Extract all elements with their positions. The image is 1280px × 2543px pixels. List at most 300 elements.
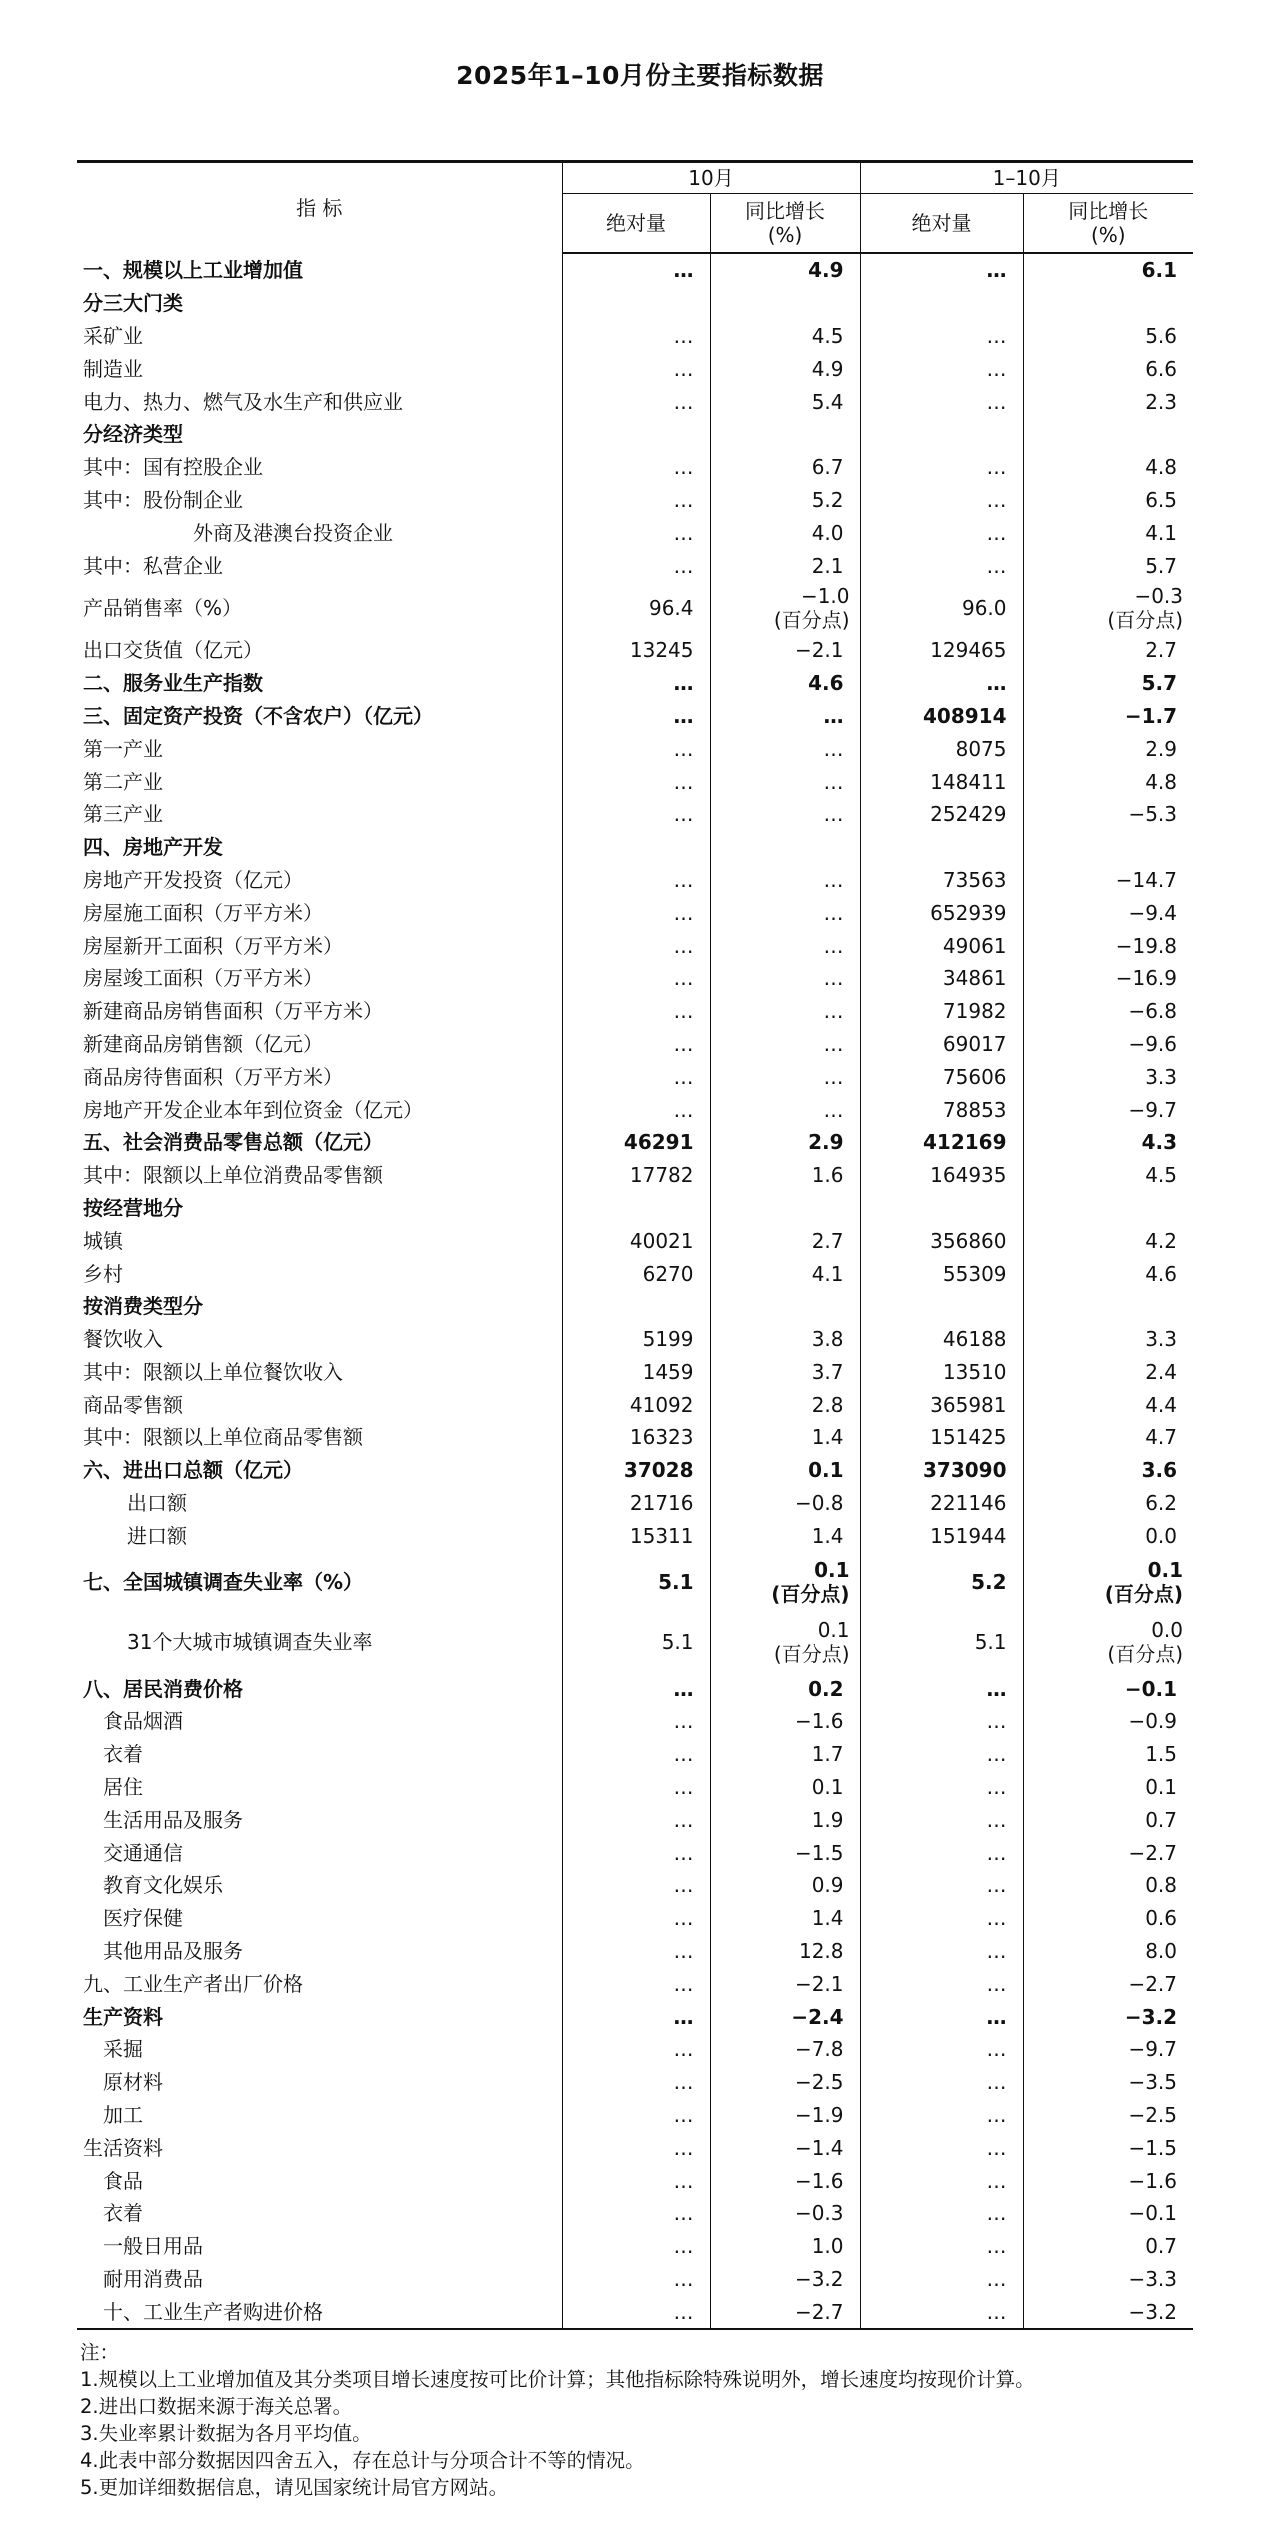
ytd-yoy-cell: −19.8 — [1023, 929, 1193, 962]
table-row — [77, 1093, 1193, 1126]
ytd-abs-cell: 69017 — [860, 1028, 1023, 1061]
row-label: 采掘 — [103, 2037, 143, 2062]
row-label: 房地产开发投资（亿元） — [83, 867, 303, 892]
row-label: 衣着 — [103, 2201, 143, 2226]
month-yoy-cell: … — [710, 1028, 860, 1061]
indicator-table — [77, 160, 1193, 2330]
ytd-abs-cell: … — [860, 516, 1023, 549]
month-yoy-cell: 2.9 — [710, 1126, 860, 1159]
table-row — [77, 385, 1193, 418]
header-yoy-unit: (%) — [1090, 223, 1126, 247]
month-abs-cell: … — [562, 1672, 710, 1705]
ytd-yoy-cell: 4.7 — [1023, 1421, 1193, 1454]
ytd-yoy-cell — [1023, 831, 1193, 864]
table-row — [77, 253, 1193, 287]
month-abs-cell: … — [562, 2033, 710, 2066]
ytd-abs-cell: 49061 — [860, 929, 1023, 962]
row-label: 31个大城市城镇调查失业率 — [127, 1630, 373, 1655]
month-yoy-cell: −1.5 — [710, 1836, 860, 1869]
table-row — [77, 1902, 1193, 1935]
header-yoy-label: 同比增长 — [745, 199, 825, 223]
table-row — [77, 2197, 1193, 2230]
ytd-yoy-cell: −1.6 — [1023, 2164, 1193, 2197]
month-yoy-cell: … — [710, 798, 860, 831]
month-abs-cell: … — [562, 2295, 710, 2329]
ytd-abs-cell: … — [860, 1771, 1023, 1804]
month-abs-cell: … — [562, 484, 710, 517]
ytd-yoy-cell: 2.9 — [1023, 732, 1193, 765]
table-row — [77, 1323, 1193, 1356]
ytd-yoy-cell: 4.2 — [1023, 1224, 1193, 1257]
month-yoy-cell: … — [710, 765, 860, 798]
table-row — [77, 1290, 1193, 1323]
ytd-abs-cell: 164935 — [860, 1159, 1023, 1192]
month-yoy-cell: 12.8 — [710, 1935, 860, 1968]
month-abs-cell: … — [562, 253, 710, 287]
row-label: 三、固定资产投资（不含农户）（亿元） — [83, 703, 433, 728]
month-abs-cell: … — [562, 667, 710, 700]
ytd-abs-cell: 252429 — [860, 798, 1023, 831]
month-yoy-cell: 6.7 — [710, 451, 860, 484]
month-yoy-cell: −0.8 — [710, 1487, 860, 1520]
ytd-yoy-cell: −3.2 — [1023, 2000, 1193, 2033]
ytd-abs-cell: … — [860, 1902, 1023, 1935]
month-abs-cell: … — [562, 1869, 710, 1902]
month-yoy-cell: … — [710, 864, 860, 897]
ytd-yoy-cell: 0.7 — [1023, 2230, 1193, 2263]
row-label: 其他用品及服务 — [103, 1939, 243, 1964]
ytd-yoy-cell: −9.7 — [1023, 2033, 1193, 2066]
ytd-abs-cell: 71982 — [860, 995, 1023, 1028]
value-unit: (百分点) — [773, 1642, 850, 1667]
month-yoy-cell: −7.8 — [710, 2033, 860, 2066]
table-row — [77, 1967, 1193, 2000]
ytd-abs-cell — [860, 287, 1023, 320]
ytd-yoy-cell: 0.1 — [1023, 1771, 1193, 1804]
month-yoy-cell: −2.4 — [710, 2000, 860, 2033]
month-abs-cell: 46291 — [562, 1126, 710, 1159]
month-yoy-cell: 4.1 — [710, 1257, 860, 1290]
ytd-yoy-cell: −3.3 — [1023, 2263, 1193, 2296]
row-label: 分三大门类 — [83, 291, 183, 316]
table-row — [77, 2066, 1193, 2099]
ytd-yoy-cell: 4.5 — [1023, 1159, 1193, 1192]
row-label: 房屋新开工面积（万平方米） — [83, 933, 343, 958]
ytd-abs-cell: … — [860, 1869, 1023, 1902]
row-label: 乡村 — [83, 1261, 123, 1286]
ytd-abs-cell: … — [860, 253, 1023, 287]
ytd-yoy-cell: 0.8 — [1023, 1869, 1193, 1902]
row-label: 生活用品及服务 — [103, 1807, 243, 1832]
month-abs-cell — [562, 1192, 710, 1225]
ytd-abs-cell: … — [860, 2131, 1023, 2164]
month-yoy-cell: … — [710, 995, 860, 1028]
row-label: 食品烟酒 — [103, 1709, 183, 1734]
row-label: 二、服务业生产指数 — [83, 671, 263, 696]
month-abs-cell: … — [562, 1705, 710, 1738]
header-ytd-abs: 绝对量 — [860, 194, 1023, 254]
ytd-abs-cell: … — [860, 1803, 1023, 1836]
month-abs-cell: … — [562, 995, 710, 1028]
table-row — [77, 2295, 1193, 2329]
month-yoy-cell — [710, 418, 860, 451]
row-label: 其中：限额以上单位商品零售额 — [83, 1425, 363, 1450]
ytd-abs-cell: … — [860, 1935, 1023, 1968]
month-yoy-cell: −1.6 — [710, 2164, 860, 2197]
row-label: 出口额 — [127, 1491, 187, 1516]
ytd-yoy-cell: 4.4 — [1023, 1388, 1193, 1421]
ytd-yoy-cell: 5.7 — [1023, 667, 1193, 700]
ytd-abs-cell: … — [860, 2295, 1023, 2329]
month-yoy-cell: 0.1 — [710, 1454, 860, 1487]
month-abs-cell: … — [562, 1771, 710, 1804]
table-row — [77, 929, 1193, 962]
ytd-yoy-cell: 4.6 — [1023, 1257, 1193, 1290]
ytd-yoy-cell: 8.0 — [1023, 1935, 1193, 1968]
month-abs-cell: 40021 — [562, 1224, 710, 1257]
month-abs-cell: 1459 — [562, 1356, 710, 1389]
ytd-abs-cell: 8075 — [860, 732, 1023, 765]
ytd-abs-cell: … — [860, 1836, 1023, 1869]
month-abs-cell: … — [562, 1738, 710, 1771]
value: 0.1 — [814, 1558, 850, 1583]
table-row — [77, 1192, 1193, 1225]
month-yoy-cell: 1.4 — [710, 1902, 860, 1935]
month-abs-cell: … — [562, 1803, 710, 1836]
row-label: 房屋竣工面积（万平方米） — [83, 966, 323, 991]
row-label: 新建商品房销售额（亿元） — [83, 1031, 323, 1056]
value-unit: (百分点) — [1104, 1582, 1184, 1607]
month-yoy-cell: −3.2 — [710, 2263, 860, 2296]
table-row — [77, 864, 1193, 897]
month-abs-cell: … — [562, 962, 710, 995]
row-label: 一、规模以上工业增加值 — [83, 257, 303, 282]
table-row — [77, 700, 1193, 733]
table-header — [77, 162, 1193, 254]
table-row — [77, 1552, 1193, 1612]
month-abs-cell: 6270 — [562, 1257, 710, 1290]
row-label: 第二产业 — [83, 769, 163, 794]
ytd-yoy-cell: −5.3 — [1023, 798, 1193, 831]
table-row — [77, 634, 1193, 667]
value: −0.3 — [1134, 583, 1184, 608]
ytd-yoy-cell: 4.3 — [1023, 1126, 1193, 1159]
ytd-yoy-cell: −0.1 — [1023, 1672, 1193, 1705]
ytd-abs-cell: … — [860, 484, 1023, 517]
ytd-yoy-cell — [1023, 1192, 1193, 1225]
month-abs-cell: … — [562, 1093, 710, 1126]
value: 0.1 — [817, 1618, 850, 1643]
ytd-abs-cell: … — [860, 2164, 1023, 2197]
ytd-yoy-cell: −9.7 — [1023, 1093, 1193, 1126]
ytd-yoy-cell: 0.6 — [1023, 1902, 1193, 1935]
ytd-abs-cell: 96.0 — [860, 582, 1023, 634]
row-label: 食品 — [103, 2168, 143, 2193]
ytd-yoy-cell: −0.1 — [1023, 2197, 1193, 2230]
header-month-yoy — [710, 194, 860, 254]
ytd-abs-cell: … — [860, 667, 1023, 700]
month-abs-cell: … — [562, 765, 710, 798]
month-yoy-cell: 2.1 — [710, 549, 860, 582]
row-label: 十、工业生产者购进价格 — [77, 2295, 562, 2329]
footnote-2: 2.进出口数据来源于海关总署。 — [80, 2395, 353, 2418]
ytd-yoy-cell: −1.5 — [1023, 2131, 1193, 2164]
ytd-yoy-cell — [1023, 418, 1193, 451]
row-label: 七、全国城镇调查失业率（%） — [83, 1570, 364, 1595]
ytd-abs-cell: … — [860, 1738, 1023, 1771]
month-abs-cell: … — [562, 2263, 710, 2296]
month-yoy-cell — [710, 582, 860, 634]
table-row — [77, 1519, 1193, 1552]
row-label: 八、居民消费价格 — [83, 1676, 243, 1701]
table-row — [77, 418, 1193, 451]
month-abs-cell: 96.4 — [562, 582, 710, 634]
header-indicator: 指 标 — [77, 162, 562, 254]
row-label: 电力、热力、燃气及水生产和供应业 — [83, 389, 403, 414]
row-label: 其中：限额以上单位消费品零售额 — [83, 1163, 383, 1188]
ytd-abs-cell: 55309 — [860, 1257, 1023, 1290]
table-row — [77, 451, 1193, 484]
ytd-abs-cell: … — [860, 1967, 1023, 2000]
ytd-abs-cell: 151944 — [860, 1519, 1023, 1552]
row-label: 采矿业 — [83, 323, 143, 348]
month-yoy-cell: 0.2 — [710, 1672, 860, 1705]
month-abs-cell: 15311 — [562, 1519, 710, 1552]
table-row — [77, 484, 1193, 517]
ytd-yoy-cell: −14.7 — [1023, 864, 1193, 897]
month-abs-cell: … — [562, 320, 710, 353]
month-abs-cell: 5199 — [562, 1323, 710, 1356]
table-row — [77, 1836, 1193, 1869]
table-row — [77, 2000, 1193, 2033]
footnote-3: 3.失业率累计数据为各月平均值。 — [80, 2422, 372, 2445]
header-yoy-label: 同比增长 — [1068, 199, 1149, 223]
ytd-yoy-cell: 3.6 — [1023, 1454, 1193, 1487]
ytd-abs-cell: … — [860, 352, 1023, 385]
month-yoy-cell: 4.6 — [710, 667, 860, 700]
month-yoy-cell: … — [710, 1093, 860, 1126]
ytd-yoy-cell: 4.1 — [1023, 516, 1193, 549]
month-abs-cell: 16323 — [562, 1421, 710, 1454]
month-yoy-cell — [710, 831, 860, 864]
month-yoy-cell: 1.0 — [710, 2230, 860, 2263]
month-abs-cell: … — [562, 896, 710, 929]
ytd-abs-cell: … — [860, 1672, 1023, 1705]
row-label: 其中：限额以上单位餐饮收入 — [83, 1359, 343, 1384]
month-abs-cell: … — [562, 864, 710, 897]
month-abs-cell: … — [562, 2230, 710, 2263]
table-row — [77, 1705, 1193, 1738]
month-yoy-cell: 1.4 — [710, 1519, 860, 1552]
month-abs-cell: … — [562, 1935, 710, 1968]
ytd-abs-cell: 75606 — [860, 1060, 1023, 1093]
table-row — [77, 2033, 1193, 2066]
month-abs-cell: … — [562, 2000, 710, 2033]
month-yoy-cell: 5.4 — [710, 385, 860, 418]
table-row — [77, 962, 1193, 995]
table-row — [77, 549, 1193, 582]
table-row — [77, 765, 1193, 798]
header-month-abs: 绝对量 — [562, 194, 710, 254]
row-label: 生活资料 — [83, 2135, 163, 2160]
table-row — [77, 1803, 1193, 1836]
ytd-abs-cell: … — [860, 320, 1023, 353]
month-yoy-cell — [710, 287, 860, 320]
month-abs-cell: … — [562, 1028, 710, 1061]
month-abs-cell: … — [562, 1902, 710, 1935]
row-label: 按消费类型分 — [83, 1294, 203, 1319]
month-yoy-cell: −2.1 — [710, 1967, 860, 2000]
ytd-yoy-cell — [1023, 1612, 1193, 1672]
ytd-yoy-cell: −2.7 — [1023, 1967, 1193, 2000]
month-abs-cell — [562, 1290, 710, 1323]
month-abs-cell — [562, 418, 710, 451]
table-row — [77, 287, 1193, 320]
ytd-abs-cell: 652939 — [860, 896, 1023, 929]
table-row — [77, 2131, 1193, 2164]
ytd-yoy-cell: 5.7 — [1023, 549, 1193, 582]
month-yoy-cell — [710, 1290, 860, 1323]
row-label: 第一产业 — [83, 736, 163, 761]
table-row — [77, 320, 1193, 353]
month-abs-cell: 17782 — [562, 1159, 710, 1192]
row-label: 外商及港澳台投资企业 — [193, 520, 393, 545]
month-yoy-cell: 4.9 — [710, 253, 860, 287]
ytd-abs-cell — [860, 418, 1023, 451]
ytd-yoy-cell: 3.3 — [1023, 1060, 1193, 1093]
ytd-abs-cell: … — [860, 2033, 1023, 2066]
month-yoy-cell: … — [710, 962, 860, 995]
ytd-abs-cell: 408914 — [860, 700, 1023, 733]
table-row — [77, 1869, 1193, 1902]
ytd-abs-cell: 151425 — [860, 1421, 1023, 1454]
month-yoy-cell — [710, 1552, 860, 1612]
ytd-abs-cell: 356860 — [860, 1224, 1023, 1257]
row-label: 制造业 — [83, 356, 143, 381]
ytd-abs-cell: … — [860, 2230, 1023, 2263]
ytd-yoy-cell: −6.8 — [1023, 995, 1193, 1028]
ytd-abs-cell — [860, 1192, 1023, 1225]
ytd-yoy-cell: 4.8 — [1023, 765, 1193, 798]
month-abs-cell: … — [562, 1967, 710, 2000]
ytd-yoy-cell: −2.7 — [1023, 1836, 1193, 1869]
row-label: 六、进出口总额（亿元） — [83, 1458, 303, 1483]
ytd-abs-cell: 148411 — [860, 765, 1023, 798]
ytd-abs-cell: 78853 — [860, 1093, 1023, 1126]
value: −1.0 — [800, 583, 850, 608]
month-yoy-cell: … — [710, 929, 860, 962]
month-yoy-cell: … — [710, 896, 860, 929]
ytd-abs-cell: … — [860, 2263, 1023, 2296]
row-label: 居住 — [103, 1775, 143, 1800]
row-label: 按经营地分 — [83, 1195, 183, 1220]
footnote-heading: 注： — [80, 2341, 120, 2364]
ytd-yoy-cell — [1023, 582, 1193, 634]
month-abs-cell: … — [562, 1060, 710, 1093]
footnote-5: 5.更加详细数据信息，请见国家统计局官方网站。 — [80, 2476, 509, 2499]
ytd-yoy-cell: 1.5 — [1023, 1738, 1193, 1771]
ytd-yoy-cell: −2.5 — [1023, 2099, 1193, 2132]
month-abs-cell: … — [562, 2164, 710, 2197]
table-row — [77, 352, 1193, 385]
row-label: 出口交货值（亿元） — [83, 638, 263, 663]
table-row — [77, 1388, 1193, 1421]
table-row — [77, 1487, 1193, 1520]
row-label: 分经济类型 — [83, 422, 183, 447]
month-abs-cell: … — [562, 798, 710, 831]
table-row — [77, 2263, 1193, 2296]
row-label: 其中：国有控股企业 — [83, 455, 263, 480]
ytd-abs-cell: 365981 — [860, 1388, 1023, 1421]
month-abs-cell — [562, 287, 710, 320]
row-label: 餐饮收入 — [83, 1327, 163, 1352]
table-row — [77, 798, 1193, 831]
month-yoy-cell — [710, 1612, 860, 1672]
month-yoy-cell: 3.8 — [710, 1323, 860, 1356]
row-label: 医疗保健 — [103, 1906, 183, 1931]
row-label: 城镇 — [83, 1228, 123, 1253]
row-label: 加工 — [103, 2103, 143, 2128]
value-unit: (百分点) — [771, 1582, 850, 1607]
month-yoy-cell: 1.6 — [710, 1159, 860, 1192]
ytd-abs-cell: 412169 — [860, 1126, 1023, 1159]
ytd-yoy-cell: −0.9 — [1023, 1705, 1193, 1738]
ytd-abs-cell — [860, 1290, 1023, 1323]
month-abs-cell: … — [562, 549, 710, 582]
month-abs-cell: … — [562, 451, 710, 484]
table-row — [77, 1454, 1193, 1487]
value-unit: (百分点) — [773, 607, 850, 632]
ytd-abs-cell: 373090 — [860, 1454, 1023, 1487]
ytd-abs-cell: 221146 — [860, 1487, 1023, 1520]
value-unit: (百分点) — [1107, 607, 1184, 632]
month-abs-cell: … — [562, 700, 710, 733]
month-abs-cell: 41092 — [562, 1388, 710, 1421]
table-row — [77, 1612, 1193, 1672]
ytd-abs-cell: 129465 — [860, 634, 1023, 667]
month-yoy-cell: −1.9 — [710, 2099, 860, 2132]
row-label: 生产资料 — [83, 2004, 163, 2029]
month-yoy-cell: 2.8 — [710, 1388, 860, 1421]
ytd-abs-cell: … — [860, 549, 1023, 582]
ytd-yoy-cell: 6.6 — [1023, 352, 1193, 385]
table-row — [77, 582, 1193, 634]
ytd-yoy-cell: −3.5 — [1023, 2066, 1193, 2099]
ytd-abs-cell: 5.2 — [860, 1552, 1023, 1612]
month-yoy-cell: 1.9 — [710, 1803, 860, 1836]
table-row — [77, 516, 1193, 549]
month-abs-cell: … — [562, 732, 710, 765]
month-yoy-cell: 1.4 — [710, 1421, 860, 1454]
value-unit: (百分点) — [1107, 1642, 1184, 1667]
month-yoy-cell: 3.7 — [710, 1356, 860, 1389]
ytd-yoy-cell: 2.7 — [1023, 634, 1193, 667]
month-abs-cell: … — [562, 516, 710, 549]
row-label: 五、社会消费品零售总额（亿元） — [83, 1130, 383, 1155]
month-abs-cell: 5.1 — [562, 1612, 710, 1672]
ytd-yoy-cell: −1.7 — [1023, 700, 1193, 733]
row-label: 商品零售额 — [83, 1392, 183, 1417]
month-yoy-cell: 2.7 — [710, 1224, 860, 1257]
month-abs-cell: 13245 — [562, 634, 710, 667]
ytd-yoy-cell: 4.8 — [1023, 451, 1193, 484]
month-yoy-cell: 5.2 — [710, 484, 860, 517]
table-row — [77, 667, 1193, 700]
ytd-abs-cell: … — [860, 2000, 1023, 2033]
ytd-abs-cell: … — [860, 2197, 1023, 2230]
ytd-yoy-cell: −9.6 — [1023, 1028, 1193, 1061]
ytd-yoy-cell: 3.3 — [1023, 1323, 1193, 1356]
